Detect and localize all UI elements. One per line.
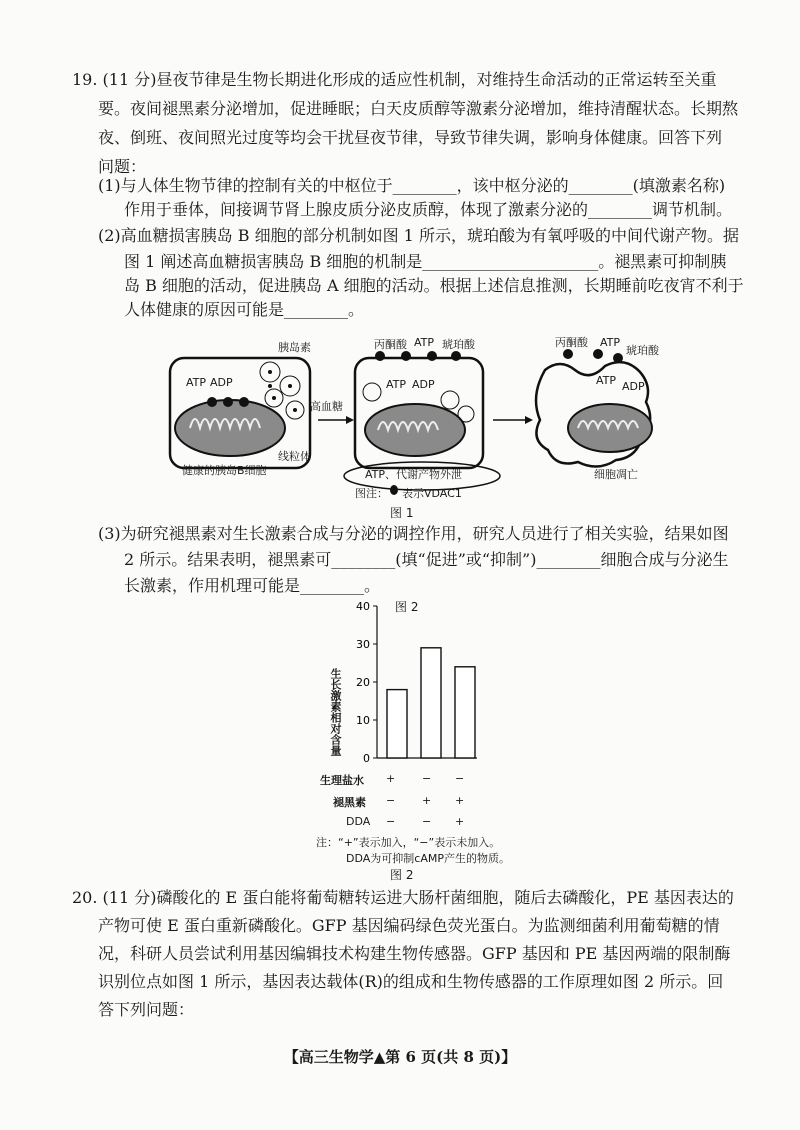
chart-y-axis-label: 生长激素相对含量 (329, 668, 342, 756)
y-tick-label-2: 20 (356, 676, 370, 689)
q19-part1-line-2: 作用于垂体，间接调节肾上腺皮质分泌皮质醇，体现了激素分泌的________调节机制。 (124, 200, 733, 219)
row-melatonin-sign-3: + (455, 794, 465, 807)
label-atp-middle: ATP (414, 336, 435, 349)
row-label-melatonin: 褪黑素 (333, 796, 366, 809)
q19-part3-line-2: 2 所示。结果表明，褪黑素可________(填“促进”或“抑制”)________细胞合成与分泌生 (124, 550, 729, 569)
row-melatonin-sign-2: + (422, 794, 432, 807)
label-mitochondria: 线粒体 (278, 450, 311, 463)
figure-2-title: 图 2 (395, 600, 419, 614)
figure-2-note-1: 注：“+”表示加入，“−”表示未加入。 (316, 836, 501, 849)
label-pyruvate-right: 丙酮酸 (555, 336, 588, 349)
q20-line-5: 答下列问题： (98, 1000, 195, 1019)
y-tick-label-0: 0 (363, 752, 370, 765)
label-leak: ATP、代谢产物外泄 (365, 468, 463, 481)
q19-line-1: 19. (11 分)昼夜节律是生物长期进化形成的适应性机制，对维持生命活动的正常运转至关重 (72, 70, 717, 89)
q20-line-2: 产物可使 E 蛋白重新磷酸化。GFP 基因编码绿色荧光蛋白。为监测细菌利用葡萄糖的情 (98, 916, 720, 935)
bar-2 (421, 648, 441, 758)
label-insulin: 胰岛素 (278, 341, 311, 354)
row-melatonin-sign-1: − (386, 794, 396, 807)
row-label-saline: 生理盐水 (320, 774, 364, 787)
bar-1 (387, 690, 407, 758)
row-saline-sign-3: − (455, 772, 465, 785)
row-label-dda: DDA (346, 815, 371, 828)
label-atp-right2: ATP (596, 374, 617, 387)
y-tick-label-3: 30 (356, 638, 370, 651)
row-saline-sign-2: − (422, 772, 432, 785)
q20-line-4: 识别位点如图 1 所示，基因表达载体(R)的组成和生物传感器的工作原理如图 2 所示。回 (98, 972, 724, 991)
q20-line-1: 20. (11 分)磷酸化的 E 蛋白能将葡萄糖转运进大肠杆菌细胞，随后去磷酸化，PE 基因表达的 (72, 888, 734, 907)
row-dda-sign-2: − (422, 815, 432, 828)
label-adp-mid2: ADP (412, 378, 435, 391)
bar-3 (455, 667, 475, 758)
figure-2-caption: 图 2 (390, 868, 414, 882)
label-atp-right: ATP (600, 336, 621, 349)
label-succinate-right: 琥珀酸 (626, 344, 659, 357)
q19-line-2: 要。夜间褪黑素分泌增加，促进睡眠；白天皮质醇等激素分泌增加，维持清醒状态。长期熬 (98, 99, 739, 118)
label-atp-mid2: ATP (386, 378, 407, 391)
page-footer: 【高三生物学▲第 6 页(共 8 页)】 (283, 1048, 517, 1066)
q20-line-3: 况，科研人员尝试利用基因编辑技术构建生物传感器。GFP 基因和 PE 基因两端的限制酶 (98, 944, 731, 963)
q19-part2-line-4: 人体健康的原因可能是________。 (124, 300, 365, 319)
figure-1-title: 图 1 (390, 506, 414, 520)
row-dda-sign-1: − (386, 815, 396, 828)
label-healthy-cell: 健康的胰岛B细胞 (182, 464, 267, 477)
label-adp-right2: ADP (622, 380, 645, 393)
q19-part2-line-2: 图 1 阐述高血糖损害胰岛 B 细胞的机制是______________________。褪黑素可抑制胰 (124, 252, 727, 271)
label-adp-left: ADP (210, 376, 233, 389)
q19-part1-line-1: (1)与人体生物节律的控制有关的中枢位于________，该中枢分泌的________(填激素名称) (98, 176, 726, 195)
q19-line-4: 问题： (98, 157, 147, 176)
figure-2-note-2: DDA为可抑制cAMP产生的物质。 (346, 852, 510, 865)
y-tick-label-4: 40 (356, 600, 370, 613)
label-atp-left: ATP (186, 376, 207, 389)
label-pyruvate-middle: 丙酮酸 (374, 338, 407, 351)
y-tick-label-1: 10 (356, 714, 370, 727)
label-apoptosis: 细胞凋亡 (594, 468, 638, 481)
q19-part3-line-1: (3)为研究褪黑素对生长激素合成与分泌的调控作用，研究人员进行了相关实验，结果如图 (98, 524, 729, 543)
row-dda-sign-3: + (455, 815, 465, 828)
q19-part2-line-3: 岛 B 细胞的活动，促进胰岛 A 细胞的活动。根据上述信息推测，长期睡前吃夜宵不利于 (124, 276, 744, 295)
figure-1-note-vdac1: 表示VDAC1 (402, 487, 462, 500)
figure-1-note: 图注： (355, 487, 388, 500)
q19-line-3: 夜、倒班、夜间照光过度等均会干扰昼夜节律，导致节律失调，影响身体健康。回答下列 (98, 128, 723, 147)
label-high-glucose: 高血糖 (310, 400, 343, 413)
q19-part3-line-3: 长激素，作用机理可能是________。 (124, 576, 381, 595)
label-succinate-middle: 琥珀酸 (442, 338, 475, 351)
row-saline-sign-1: + (386, 772, 396, 785)
q19-part2-line-1: (2)高血糖损害胰岛 B 细胞的部分机制如图 1 所示，琥珀酸为有氧呼吸的中间代谢产物。据 (98, 226, 739, 245)
figure-2-bar-chart (345, 596, 485, 776)
